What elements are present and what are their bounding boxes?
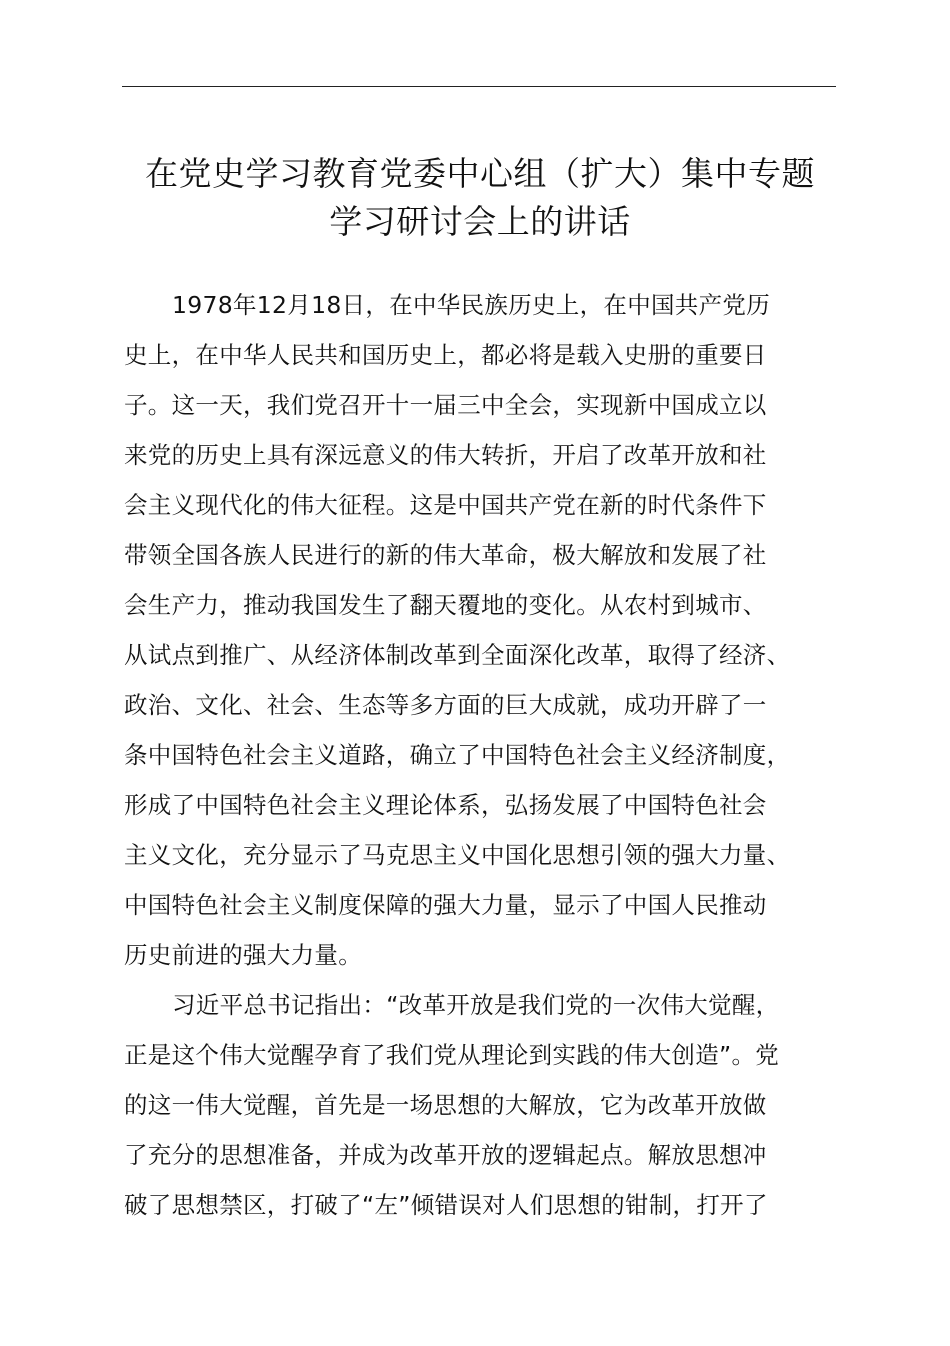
text-line: 政治、文化、社会、生态等多方面的巨大成就，成功开辟了一	[124, 691, 767, 719]
document-body	[124, 280, 838, 1230]
text-line: 正是这个伟大觉醒孕育了我们党从理论到实践的伟大创造”。党	[124, 1041, 780, 1069]
text-line: 1978年12月18日，在中华民族历史上，在中国共产党历	[172, 291, 771, 319]
text-line: 了充分的思想准备，并成为改革开放的逻辑起点。解放思想冲	[124, 1141, 767, 1169]
text-line: 会主义现代化的伟大征程。这是中国共产党在新的时代条件下	[124, 491, 767, 519]
text-line: 会生产力，推动我国发生了翻天覆地的变化。从农村到城市、	[124, 591, 767, 619]
text-line: 来党的历史上具有深远意义的伟大转折，开启了改革开放和社	[124, 441, 767, 469]
text-line: 史上，在中华人民共和国历史上，都必将是载入史册的重要日	[124, 341, 767, 369]
text-line: 主义文化，充分显示了马克思主义中国化思想引领的强大力量、	[124, 841, 791, 869]
text-line: 破了思想禁区，打破了“左”倾错误对人们思想的钳制，打开了	[124, 1191, 768, 1219]
document-title	[110, 150, 850, 246]
text-line: 条中国特色社会主义道路，确立了中国特色社会主义经济制度，	[124, 741, 791, 769]
title-line: 在党史学习教育党委中心组（扩大）集中专题	[145, 154, 815, 193]
paragraph-1	[124, 280, 838, 980]
text-line: 历史前进的强大力量。	[124, 941, 362, 969]
title-line: 学习研讨会上的讲话	[329, 202, 631, 241]
paragraph-2	[124, 980, 838, 1230]
text-line: 的这一伟大觉醒，首先是一场思想的大解放，它为改革开放做	[124, 1091, 767, 1119]
text-line: 子。这一天，我们党召开十一届三中全会，实现新中国成立以	[124, 391, 767, 419]
text-line: 从试点到推广、从经济体制改革到全面深化改革，取得了经济、	[124, 641, 791, 669]
text-line: 中国特色社会主义制度保障的强大力量，显示了中国人民推动	[124, 891, 767, 919]
header-rule	[122, 86, 836, 87]
text-line: 形成了中国特色社会主义理论体系，弘扬发展了中国特色社会	[124, 791, 767, 819]
text-line: 习近平总书记指出：“改革开放是我们党的一次伟大觉醒，	[172, 991, 780, 1019]
text-line: 带领全国各族人民进行的新的伟大革命，极大解放和发展了社	[124, 541, 767, 569]
